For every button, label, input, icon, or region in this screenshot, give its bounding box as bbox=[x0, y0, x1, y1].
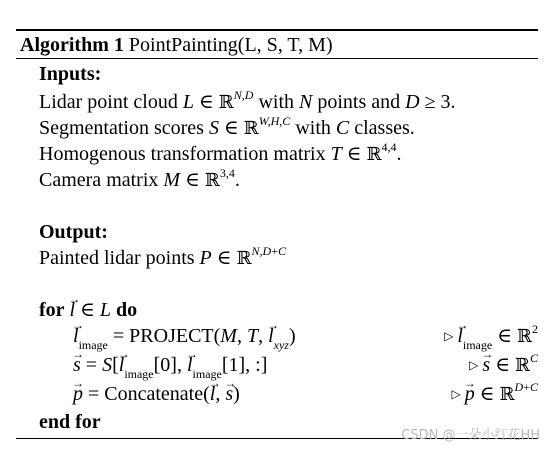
comment-concatenate: ▷→ p ∈ ℝ$^{D+C}$ bbox=[452, 382, 538, 408]
output-heading: Output: bbox=[39, 221, 108, 243]
input-line-segmentation: Segmentation scores S ∈ ℝ$^{W,H,C}$ with C classes. bbox=[39, 114, 415, 139]
inputs-heading: Inputs: bbox=[39, 63, 102, 85]
do-keyword: do bbox=[116, 299, 138, 321]
end-for-keyword: end for bbox=[39, 411, 101, 433]
step-concatenate: → p = Concatenate(→ l, → s) bbox=[73, 382, 240, 406]
comment-project: ▷→ $l_{image}$ ∈ ℝ$^2$ bbox=[444, 324, 538, 350]
for-keyword: for bbox=[39, 299, 65, 321]
algorithm-title: PointPainting(L, S, T, M) bbox=[128, 34, 333, 56]
input-line-transform: Homogenous transformation matrix T ∈ ℝ$^{4,4}$. bbox=[39, 140, 402, 165]
step-scores: → $s = S[\to l_{image}[0]$, → $l_{image}[1]$, :] bbox=[73, 353, 267, 377]
for-statement: for → l ∈ L do bbox=[39, 298, 137, 322]
header-rule bbox=[16, 58, 538, 59]
comment-scores: ▷→ s ∈ ℝ$^C$ bbox=[469, 353, 538, 379]
input-line-lidar: Lidar point cloud L ∈ ℝ$^{N,D}$ with N points and D ≥ 3. bbox=[39, 88, 456, 113]
watermark: CSDN @一朵小红花HH bbox=[401, 428, 540, 443]
top-rule bbox=[16, 29, 538, 31]
algorithm-label: Algorithm 1 bbox=[20, 34, 124, 56]
output-line: Painted lidar points P ∈ ℝ$^{N,D+C}$ bbox=[39, 244, 287, 269]
input-line-camera: Camera matrix M ∈ ℝ$^{3,4}$. bbox=[39, 166, 240, 191]
algorithm-header bbox=[20, 33, 333, 57]
step-project: → $l_{image}$ = PROJECT(M, T, → $l_{xyz}$) bbox=[73, 324, 296, 348]
